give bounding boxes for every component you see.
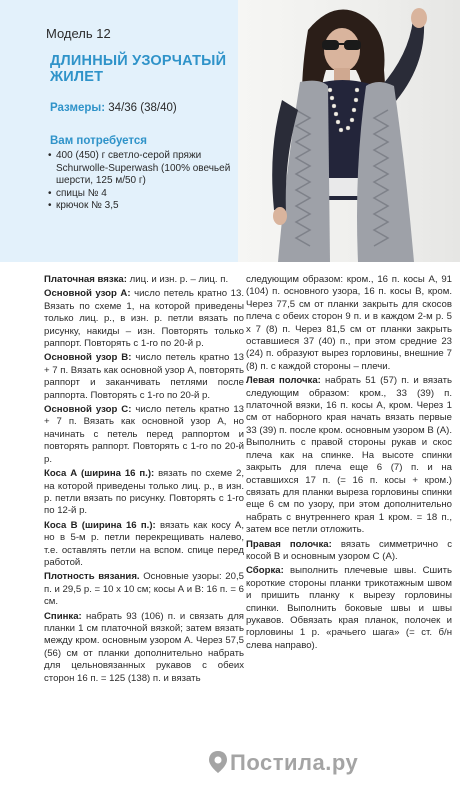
materials-item-text: спицы № 4: [56, 187, 107, 199]
materials-item-text: 400 (450) г светло-серой пряжи Schurwolle-Superwash (100% овечьей шерсти, 125 м/50 г): [56, 150, 231, 186]
paragraph-heading: Сборка:: [246, 565, 284, 577]
materials-item: [48, 150, 234, 188]
paragraph-text: следующим образом: кром., 16 п. косы А, 91 (104) п. основного узора, 16 п. косы В, кром. Через 77,5 см от планки закрыть для скосов плеча с обеих сторон 9 п. и в каждом 2-м р. 5 х 7 (8) п. Через 81,5 см от планки закрыть оставшиеся 37 (40) п., при этом средние 23 (24) п. образуют вырез горловины, внешние 7 (8) п. с каждой стороны – плечи.: [246, 274, 452, 372]
paragraph: [44, 571, 244, 608]
materials-list: [48, 150, 234, 213]
paragraph: [44, 404, 244, 466]
paragraph-text: вязать симметрично с косой В и основным узором С (А).: [246, 538, 452, 562]
model-photo: [238, 0, 460, 262]
model-number: Модель 12: [46, 26, 111, 41]
paragraph-text: набрать 93 (106) п. и связать для планки 1 см платочной вязкой; затем вязать между кром. основным узором А. Через 57,5 (56) см от планки дополнительно набрать для цельновязанных рукавов с обеих сторон 16 п. = 125 (138) п. и вязать: [44, 610, 244, 684]
paragraph-text: вязать как косу А, но в 5-м р. петли перекрещивать налево, т.е. оставлять петли на вспом. спице перед работой.: [44, 519, 244, 568]
paragraph: [246, 375, 452, 536]
paragraph-text: число петель кратно 13. Вязать по схеме 1, на которой приведены только лиц. р., в изн. р. петли вязать по рисунку, накиды – изн. Повторять только раппорт. Повторять с 1-го по 20-й р.: [44, 288, 244, 350]
paragraph-heading: Основной узор В:: [44, 352, 132, 364]
paragraph: [44, 611, 244, 685]
materials-title: Вам потребуется: [50, 135, 148, 147]
bullet-icon: •: [48, 150, 52, 161]
text-column-right: [246, 274, 452, 654]
paragraph-text: число петель кратно 13 + 7 п. Вязать как основной узор А, но начинать с петель перед раппортом и повторять раппорт. Повторять с 1-го по 20-й р.: [44, 404, 244, 465]
paragraph-heading: Основной узор А:: [44, 288, 131, 300]
info-panel: [0, 0, 238, 262]
paragraph: [246, 539, 452, 564]
paragraph-heading: Платочная вязка:: [44, 274, 127, 285]
paragraph-heading: Плотность вязания.: [44, 571, 140, 583]
sizes-label: Размеры:: [50, 102, 106, 114]
watermark: Постила.ру: [230, 750, 359, 775]
paragraph: [44, 468, 244, 518]
paragraph: [246, 274, 452, 373]
materials-item: [48, 200, 234, 213]
paragraph: [44, 274, 244, 286]
text-column-left: [44, 274, 244, 687]
paragraph-heading: Основной узор С:: [44, 404, 132, 416]
paragraph-heading: Левая полочка:: [246, 375, 321, 387]
paragraph: [246, 565, 452, 652]
paragraph-text: лиц. и изн. р. – лиц. п.: [126, 274, 229, 285]
paragraph: [44, 288, 244, 350]
sizes-line: [50, 102, 177, 114]
paragraph-text: число петель кратно 13 + 7 п. Вязать как основной узор А, повторять раппорт и заканчивать петлями после раппорта. Повторять с 1-го по 20-й р.: [44, 352, 244, 401]
paragraph-heading: Правая полочка:: [246, 538, 332, 550]
header-block: [0, 0, 460, 262]
paragraph-text: вязать по схеме 2, на которой приведены только лиц. р., в изн. р. петли вязать по рисунку. Повторять с 1-го по 12-й р.: [44, 468, 245, 517]
bullet-icon: •: [48, 187, 52, 199]
pattern-title: ДЛИННЫЙ УЗОРЧАТЫЙ ЖИЛЕТ: [50, 53, 227, 85]
paragraph-text: выполнить плечевые швы. Сшить короткие стороны планки трикотажным швом и пришить планку к вырезу горловины спинки. Выполнить боковые швы и швы рукавов. Обвязать края планок, полочек и горловины 1 р. «рачьего шага» (= ст. б/н слева направо).: [246, 565, 452, 651]
materials-item-text: крючок № 3,5: [56, 200, 119, 211]
model-illustration: [238, 0, 460, 262]
pin-icon: [208, 750, 228, 774]
paragraph-text: Основные узоры: 20,5 п. и 29,5 р. = 10 х 10 см; косы А и В: 16 п. = 6 см.: [44, 571, 244, 608]
paragraph-heading: Коса В (ширина 16 п.):: [44, 519, 156, 531]
paragraph-heading: Коса А (ширина 16 п.):: [44, 468, 155, 480]
bullet-icon: •: [48, 200, 52, 211]
sizes-value: 34/36 (38/40): [105, 102, 177, 114]
materials-item: [48, 188, 234, 201]
paragraph-heading: Спинка:: [44, 610, 82, 622]
paragraph-text: набрать 51 (57) п. и вязать следующим образом: кром., 33 (39) п. платочной вязки, 16 п. косы А, кром. Через 1 см от наборного края начать вязать первые 33 (39) п. после кром. основным узором В (А). Выполнить с правой стороны рукав и скос плеча как на спинке. На высоте спинки закрыть для плеча еще 6 (7) п. и на оставшихся 17 п. (= 16 п. косы + кром.) связать для планки выреза горловины спинки еще 6 см по узору, при этом дополнительно набрать с внутреннего края 1 кром. = 18 п., затем все петли отложить.: [246, 375, 452, 536]
paragraph: [44, 520, 244, 570]
paragraph: [44, 352, 244, 402]
